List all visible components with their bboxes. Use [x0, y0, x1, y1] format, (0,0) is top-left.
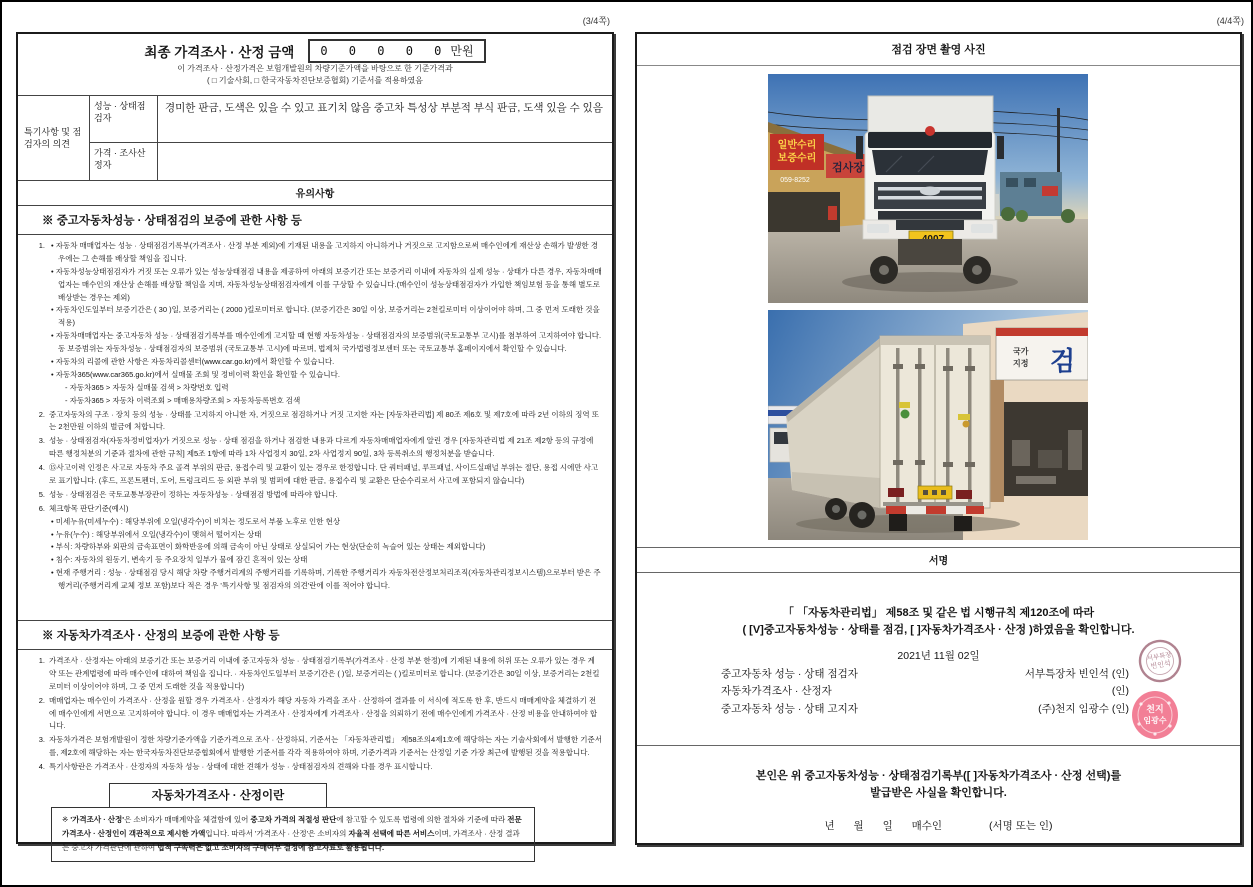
final-price-unit: 만원 [450, 44, 474, 58]
page3-inspection-record [16, 32, 614, 852]
signature-row: 중고자동차 성능 · 상태 점검자 서부특장차 빈인석 (인) [721, 668, 1129, 680]
signature-date: 2021년 11월 02일 [897, 650, 980, 662]
notice-item: 5. 성능 · 상태점검은 국토교통부장관이 정하는 자동차성능 · 상태점검 방법에 따라야 합니다. [38, 489, 338, 499]
repair-sign-line2: 보증수리 [777, 153, 817, 164]
opinion-table [18, 96, 612, 180]
section2-header: ※ 자동차가격조사 · 산정의 보증에 관한 사항 등 [18, 620, 612, 650]
opinion-label-performance: 성능 · 상태점검자 [90, 96, 158, 142]
inspector-seal-stamp [1133, 634, 1186, 687]
opinion-value-price [158, 142, 612, 180]
inspection-sign-text: 검사장 [832, 162, 864, 174]
opinion-label-price: 가격 · 조사산정자 [90, 142, 158, 180]
pillar [990, 380, 1004, 502]
final-price-amount-box [308, 39, 485, 63]
notice-item: 3. 성능 · 상태점검자(자동차정비업자)가 거짓으로 성능 · 상태 점검을 하거나 점검한 내용과 다르게 자동차매매업자에게 알린 경우 [자동차관리법 제 21조 제2항 등의 규정에 따른 행정처분의 기준과 절차에 관한 규칙] 제5조 1항에 따라 1차 사업정지 30일, 2차 사업정지 90일, 3차 등록취소의 행정처분을 받습니다. [38, 436, 594, 459]
inspector-seal-text2: 빈인석 [1150, 660, 1172, 671]
buyer-confirmation [637, 745, 1240, 833]
notice-item: 4. ⑮사고이력 인정은 사고로 자동차 주요 골격 부위의 판금, 용접수리 및 교환이 있는 경우로 한정합니다. 단 쿼터패널, 루프패널, 사이드실패널 부위는 절단, 용접 시에만 사고로 표기합니다. (후드, 프론트펜더, 도어, 트렁크리드 등 외판 부위 및 범퍼에 대한 판금, 용접수리 및 교환은 단순수리로서 사고에 포함되지 않습니다) [38, 463, 599, 486]
page4-marker: (4/4쪽) [1216, 16, 1244, 26]
signature-title-bar: 서명 [637, 547, 1240, 573]
photo-section-title: 점검 장면 촬영 사진 [637, 34, 1240, 66]
signature-statement-line1: 「 「자동차관리법」 제58조 및 같은 법 시행규칙 제120조에 따라 [782, 607, 1095, 619]
truck-front-photo [768, 74, 1088, 303]
section2-notice-list [18, 650, 612, 777]
final-price-note-2: ( □ 기술사회, □ 한국자동차진단보증협회) 기준서를 적용하였음 [206, 76, 424, 86]
notifier-seal-stamp [1129, 688, 1181, 742]
repair-sign-line1: 일반수리 [777, 140, 817, 151]
price-appraisal-definition-box [51, 783, 535, 862]
signature-row: 자동차가격조사 · 산정자 (인) [721, 685, 1129, 698]
notifier-seal-text2: 임광수 [1143, 716, 1167, 725]
final-price-title: 최종 가격조사 · 산정 금액 [144, 45, 295, 60]
notifier-seal-text1: 천지 [1146, 704, 1164, 714]
phone-number: 059-8252 [780, 177, 810, 184]
notice-item: 2. 매매업자는 매수인이 가격조사 · 산정을 원할 경우 가격조사 · 산정자가 해당 자동차 가격을 조사 · 산정하여 결과를 이 서식에 적도록 한 후, 반드시 매매계약을 체결하기 전에 매수인에게 서면으로 고지하여야 합니다. 이 경우 매매업자는 가격조사 · 산정자에게 가격조사 · 산정을 의뢰하기 전에 매수인에게 가격조사 · 산정 비용을 안내하여야 합니다. [38, 695, 598, 731]
page4-photos-signature [635, 32, 1242, 845]
notice-item: 1. 가격조사 · 산정자는 아래의 보증기간 또는 보증거리 이내에 중고자동차 성능 · 상태점검기록부(가격조사 · 산정 부분 한정)에 기재된 내용에 허위 또는 오류가 있는 경우 계약 또는 관계법령에 따라 매수인에 대하여 책임을 집니다. · 자동차인도일부터 보증기간은 ( )일, 보증거리는 ( )킬로미터로 합니다. (보증기간은 30일 이상, 보증거리는 2천킬로미터 이상이어야 하며, 그 중 먼저 도래한 것을 적용합니다) [38, 656, 600, 691]
opinion-value-performance: 경미한 판금, 도색은 있을 수 있고 표기치 않음 중고차 특성상 부분적 부식 판금, 도색 있을 수 있음 [165, 102, 603, 114]
notice-item: 1. • 자동차 매매업자는 성능 · 상태점검기록부(가격조사 · 산정 부분 제외)에 기재된 내용을 고지하지 아니하거나 거짓으로 고지함으로써 매수인에게 재산상 손해가 발생한 경우에는 그 손해를 배상할 책임을 집니다. • 자동차성능상태점검자가 거짓 또는 오류가 있는 성능상태점검 내용을 제공하여 아래의 보증기간 또는 보증거리 이내에 자동차의 실제 성능 · 상태가 다른 경우, 자동차매매업자는 매수인의 재산상 손해를 배상할 책임을 지며, 자동차성능상태점검자에게 이를 구상할 수 있습니다.(매수인이 성능상태점검자가 가입한 책임보험 등을 통해 별도로 배상받는 경우는 제외) • 자동차인도일부터 보증기간은 ( 30 )일, 보증거리는 ( 2000 )킬로미터로 합니다. (보증기간은 30일 이상, 보증거리는 2천킬로미터 이상이어야 하며, 그 중 먼저 도래한 것을 적용) • 자동차매매업자는 중고자동차 성능 · 상태점검기록부를 매수인에게 고지할 때 현행 자동차성능 · 상태점검자의 보증범위(국토교통부 고시)를 첨부하여 고지하여야 합니다. 동 보증범위는 자동차성능 · 상태점검자의 보증범위 (국토교통부 고시)에 따르며, 법제처 국가법령정보센터 또는 국토교통부 홈페이지에서 확인할 수 있습니다. • 자동차의 리콜에 관한 사항은 자동차리콜센터(www.car.go.kr)에서 확인할 수 있습니다. • 자동차365(www.car365.go.kr)에서 실매물 조회 및 정비이력 확인을 확인할 수 있습니다. - 자동차365 > 자동차 실매물 검색 > 차량번호 입력 - 자동차365 > 자동차 이력조회 > 매매용차량조회 > 자동차등록번호 검색 [38, 241, 602, 405]
notice-item: 3. 자동차가격은 보험개발원이 정한 차량기준가액을 기준가격으로 조사 · 산정하되, 기준서는 「자동차관리법」 제58조의4제1호에 해당하는 자는 기술사회에서 발행한 기준서를, 제2호에 해당하는 자는 한국자동차진단보증협회에서 발행한 기준서를 각각 적용하여야 하며, 기준가격과 기준서는 산정일 기준 가장 최근에 발행된 것을 적용합니다. [38, 735, 602, 758]
final-price-note-1: 이 가격조사 · 산정가격은 보험개발원의 차량기준가액을 바탕으로 한 기준가격과 [177, 64, 453, 73]
truck-shadow [842, 272, 1018, 292]
buyer-sign-note: (서명 또는 인) [989, 820, 1053, 833]
signature-row: 중고자동차 성능 · 상태 고지자 (주)천지 임광수 (인) [721, 702, 1129, 715]
final-price-section [18, 34, 612, 96]
buyer-date-fields: 년 월 일 매수인 [824, 820, 943, 833]
notice-item: 6. 체크항목 판단기준(예시) • 미세누유(미세누수) : 해당부위에 오일(냉각수)이 비치는 정도로서 부품 노후로 인한 현상 • 누유(누수) : 해당부위에서 오일(냉각수)이 맺혀서 떨어지는 상태 • 부식: 차량하부와 외판의 금속표면이 화학반응에 의해 금속이 아닌 상태로 상실되어 가는 현상(단순히 녹슬어 있는 상태는 제외합니다) • 침수: 자동차의 원동기, 변속기 등 주요장치 일부가 물에 잠긴 흔적이 있는 상태 • 현재 주행거리 : 성능 · 상태점검 당시 해당 차량 주행거리계의 주행거리를 기록하며, 기록한 주행거리가 자동차전산정보처리조직(자동차관리정보시스템)으로부터 받은 주행거리(주행거리계 교체 정보 포함)보다 적은 경우 '특기사항 및 점검자의 의견'란에 이를 적어야 합니다. [38, 503, 601, 591]
inspector-seal-text1: 서부특장 [1146, 651, 1173, 663]
page3-marker: (3/4쪽) [582, 16, 610, 26]
definition-body: ※ '가격조사 · 산정'은 소비자가 매매계약을 체결함에 있어 중고차 가격의 적절성 판단에 참고할 수 있도록 법령에 의한 절차와 기준에 따라 전문 가격조사 · 산정인이 객관적으로 제시한 가액입니다. 따라서 '가격조사 · 산정'은 소비자의 자율적 선택에 따른 서비스이며, 가격조사 · 산정 결과는 중고차 가격판단에 관하여 법적 구속력은 없고 소비자의 구매여부 결정에 참고자료로 활용됩니다. [51, 807, 535, 862]
building-sign-small1: 국가 [1013, 347, 1029, 356]
notice-title-bar: 유의사항 [18, 180, 612, 206]
signature-statement-line2: ( [V]중고자동차성능 · 상태를 점검, [ ]자동차가격조사 · 산정 )하였음을 확인합니다. [742, 623, 1135, 636]
section1-notice-list [18, 235, 612, 620]
buyer-confirm-line2: 발급받은 사실을 확인합니다. [870, 787, 1007, 800]
section1-header: ※ 중고자동차성능 · 상태점검의 보증에 관한 사항 등 [18, 206, 612, 235]
opinion-row-header: 특기사항 및 점검자의 의견 [18, 96, 90, 180]
notice-item: 4. 특기사항란은 가격조사 · 산정자의 자동차 성능 · 상태에 대한 견해가 성능 · 상태점검자의 견해와 다를 경우 표시합니다. [38, 762, 433, 772]
building-sign-big: 검 [1050, 346, 1076, 376]
signature-rows [721, 666, 1129, 718]
photo-area [637, 66, 1240, 540]
final-price-digits: 0 0 0 0 0 [320, 43, 449, 58]
truck-rear-photo [768, 310, 1088, 540]
building-sign-small2: 지정 [1013, 359, 1029, 368]
buyer-confirm-line1: 본인은 위 중고자동차성능 · 상태점검기록부([ ]자동차가격조사 · 산정 선택)를 [755, 770, 1122, 782]
notice-item: 2. 중고자동차의 구조 · 장치 등의 성능 · 상태를 고지하지 아니한 자, 거짓으로 점검하거나 거짓 고지한 자는 [자동차관리법] 제 80조 제6호 및 제7호에 따라 2년 이하의 징역 또는 2천만원 이하의 벌금에 처합니다. [38, 409, 599, 432]
buyer-date-line [637, 818, 1240, 833]
definition-title: 자동차가격조사 · 산정이란 [109, 783, 327, 808]
